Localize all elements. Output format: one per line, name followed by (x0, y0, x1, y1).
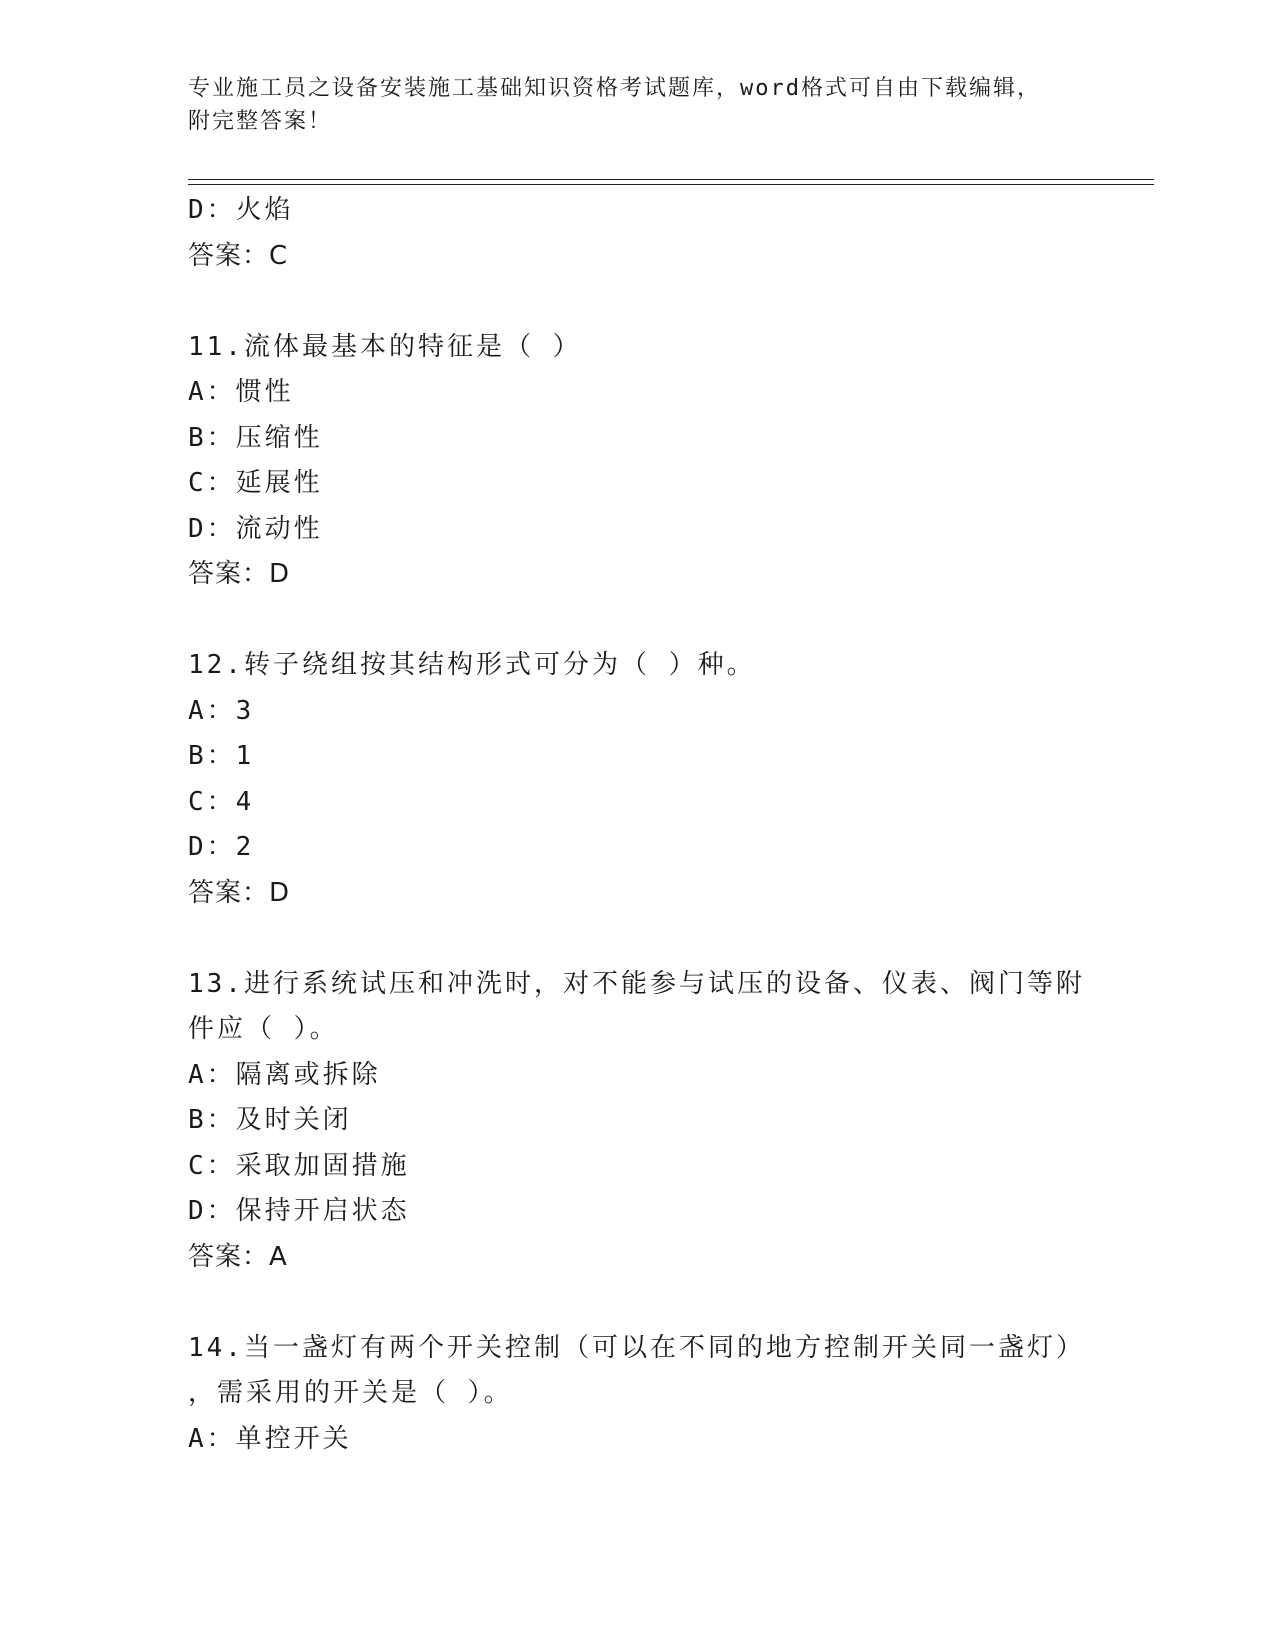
option-item: A：单控开关 (188, 1423, 352, 1454)
header-divider-bottom (188, 184, 1154, 185)
option-item: A：隔离或拆除 (188, 1059, 381, 1090)
question-12 (188, 643, 1088, 916)
answer-line: 答案：D (188, 877, 291, 908)
option-item: B：压缩性 (188, 422, 323, 453)
question-list (188, 188, 1088, 1462)
option-item: D：保持开启状态 (188, 1196, 410, 1226)
document-header (188, 72, 1088, 138)
spacer (188, 279, 1088, 325)
header-line-2: 附完整答案！ (188, 109, 333, 134)
carryover-question (188, 188, 1088, 279)
answer-line: 答案：C (188, 240, 289, 271)
option-item: D：火焰 (188, 195, 294, 225)
question-text: 12.转子绕组按其结构形式可分为（ ）种。 (188, 650, 756, 680)
question-text: 11.流体最基本的特征是（ ） (188, 331, 582, 362)
option-item: C：4 (188, 786, 255, 817)
question-11 (188, 325, 1088, 598)
spacer (188, 598, 1088, 644)
header-line-1: 专业施工员之设备安装施工基础知识资格考试题库，word格式可自由下载编辑， (188, 76, 1041, 101)
answer-line: 答案：A (188, 1241, 288, 1272)
option-item: B：及时关闭 (188, 1105, 352, 1135)
spacer (188, 1280, 1088, 1326)
option-item: D：流动性 (188, 513, 323, 544)
question-text: 14.当一盏灯有两个开关控制（可以在不同的地方控制开关同一盏灯） (188, 1332, 1085, 1363)
answer-line: 答案：D (188, 559, 291, 589)
option-item: D：2 (188, 832, 255, 862)
option-item: C：延展性 (188, 468, 323, 498)
question-13 (188, 962, 1088, 1281)
spacer (188, 916, 1088, 962)
question-14 (188, 1326, 1088, 1463)
option-item: A：3 (188, 695, 255, 726)
question-text: 13.进行系统试压和冲洗时，对不能参与试压的设备、仪表、阀门等附 (188, 968, 1085, 999)
header-divider-top (188, 179, 1154, 180)
option-item: C：采取加固措施 (188, 1150, 410, 1181)
option-item: B：1 (188, 741, 255, 771)
option-item: A：惯性 (188, 377, 294, 407)
question-text-continued: 件应（ ）。 (188, 1014, 339, 1044)
question-text-continued: ，需采用的开关是（ ）。 (188, 1378, 513, 1408)
